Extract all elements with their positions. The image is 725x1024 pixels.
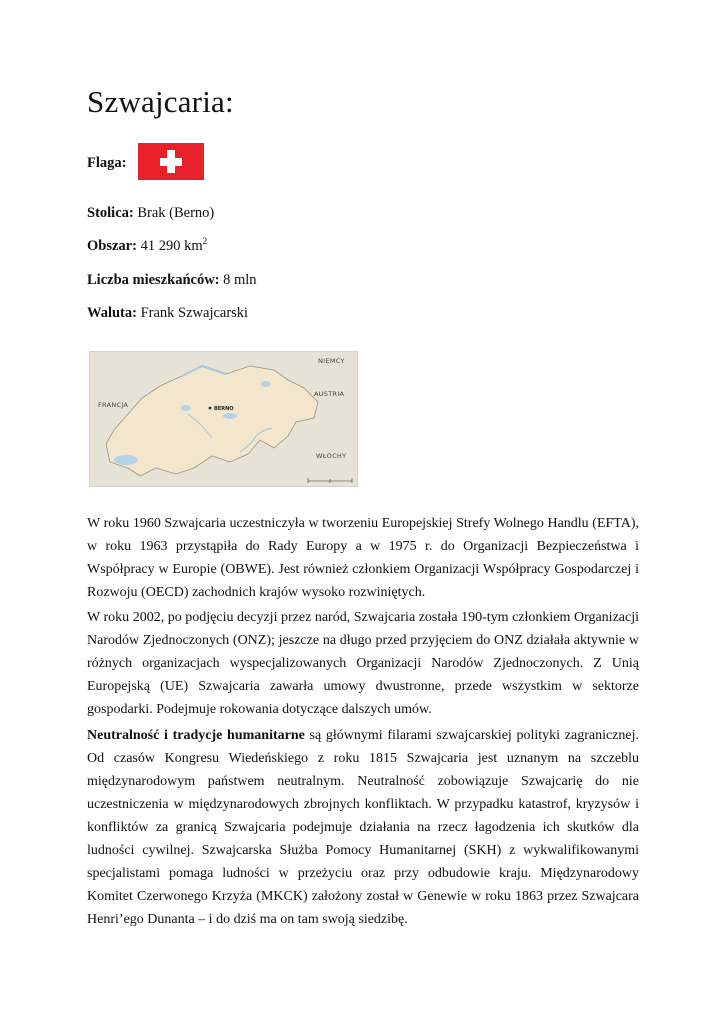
capital-field — [87, 204, 214, 222]
capital-label: Stolica: — [87, 205, 134, 221]
map-label-niemcy: NIEMCY — [318, 357, 345, 365]
currency-label: Waluta: — [87, 305, 137, 321]
population-field — [87, 271, 257, 289]
page-title: Szwajcaria: — [87, 84, 234, 119]
paragraph-1: W roku 1960 Szwajcaria uczestniczyła w tworzeniu Europejskiej Strefy Wolnego Handlu (EFTA), w roku 1963 przystąpiła do Rady Europy a w 1975 r. do Organizacji Bezpieczeństwa i Współpracy w Europie (OBWE). Jest również członkiem Organizacji Współpracy Gospodarczej i Rozwoju (OECD) zachodnich krajów wysoko rozwiniętych. — [87, 516, 639, 600]
capital-value: Brak (Berno) — [133, 205, 215, 221]
paragraph-2: W roku 2002, po podjęciu decyzji przez naród, Szwajcaria została 190-tym członkiem Organizacji Narodów Zjednoczonych (ONZ); jeszcze na długo przed przyjęciem do ONZ działała aktywnie w różnych organizacjach wyspecjalizowanych Organizacji Narodów Zjednoczonych. Z Unią Europejską (UE) Szwajcaria zawarła umowy dwustronne, przede wszystkim w sektorze gospodarki. Podejmuje rokowania dotyczące dalszych umów. — [87, 610, 639, 717]
area-field — [87, 237, 207, 255]
paragraph-3 — [87, 724, 639, 931]
area-unit-exponent: 2 — [202, 236, 208, 247]
flag-label: Flaga: — [87, 155, 127, 171]
swiss-flag-icon — [138, 143, 204, 180]
paragraph-3-rest: są głównymi filarami szwajcarskiej polityki zagranicznej. Od czasów Kongresu Wiedeńskiego z roku 1815 Szwajcaria jest uznanym na szczeblu międzynarodowym państwem neutralnym. Neutralność zobowiązuje Szwajcarię do nie uczestniczenia w międzynarodowych zbrojnych konfliktach. W przypadku katastrof, kryzysów i konfliktów za granicą Szwajcaria podejmuje działania na rzecz łagodzenia ich skutków dla ludności cywilnej. Szwajcarska Służba Pomocy Humanitarnej (SKH) z wykwalifikowanymi specjalistami pomaga ludności w przeżyciu oraz przy odbudowie kraju. Międzynarodowy Komitet Czerwonego Krzyża (MKCK) założony został w Genewie w roku 1863 przez Szwajcara Henri’ego Dunanta – i do dziś ma on tam swoją siedzibę. — [87, 728, 639, 927]
paragraph-3-bold: Neutralność i tradycje humanitarne — [87, 728, 305, 743]
population-value: 8 mln — [219, 272, 257, 288]
area-label: Obszar: — [87, 238, 137, 254]
population-label: Liczba mieszkańców: — [87, 272, 220, 288]
currency-value: Frank Szwajcarski — [136, 305, 249, 321]
currency-field — [87, 304, 248, 322]
map-label-francja: FRANCJA — [98, 401, 129, 409]
map-label-berno: BERNO — [214, 406, 234, 412]
map-label-austria: AUSTRIA — [314, 390, 345, 398]
map-label-wlochy: WŁOCHY — [316, 452, 347, 460]
area-value: 41 290 km — [136, 238, 203, 254]
switzerland-map — [89, 351, 358, 487]
